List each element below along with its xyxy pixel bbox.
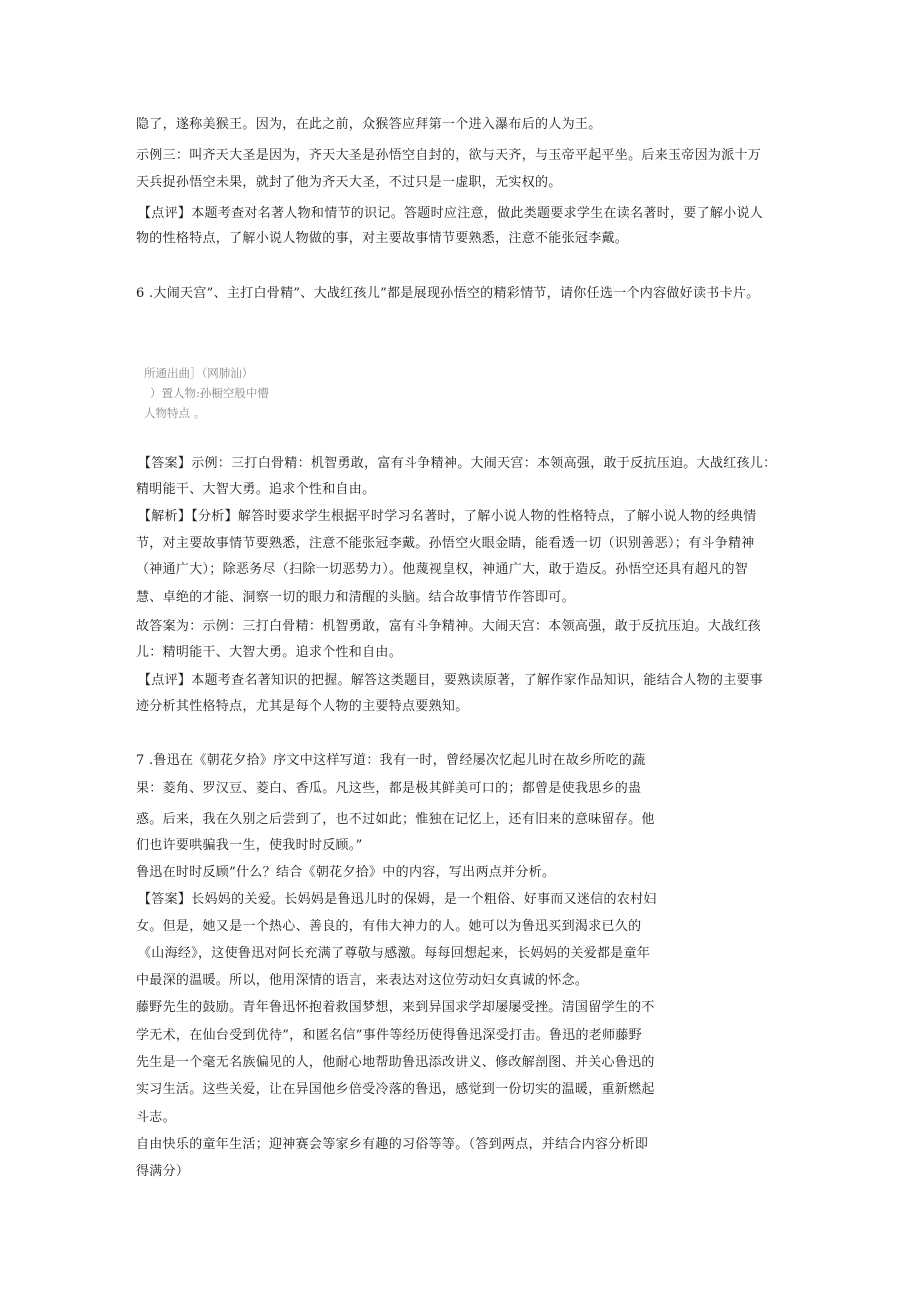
answer-line: 自由快乐的童年生活；迎神赛会等家乡有趣的习俗等等。（答到两点，并结合内容分析即 xyxy=(136,1137,649,1152)
question-7-line: 7 .鲁迅在《朝花夕拾》序文中这样写道：我有一时，曾经屡次忆起儿时在故乡所吃的蔬 xyxy=(136,753,646,768)
answer-line: 实习生活。这些关爱，让在异国他乡倍受冷落的鲁迅，感觉到一份切实的温暖，重新燃起 xyxy=(136,1082,655,1097)
analysis-line: 【解析】【分析】解答时要求学生根据平时学习名著时，了解小说人物的性格特点，了解小说人物的经典情 xyxy=(138,509,757,524)
answer-line: 中最深的温暖。所以，他用深情的语言，来表达对这位劳动妇女真诚的怀念。 xyxy=(136,973,589,988)
analysis-line: 儿：精明能干、大智大勇。追求个性和自由。 xyxy=(136,645,403,660)
reading-card-line: 所通出曲］（网肺汕） xyxy=(144,366,254,380)
comment-line: 【点评】本题考查名著知识的把握。解答这类题目，要熟读原著，了解作家作品知识，能结合人物的主要事 xyxy=(138,673,764,688)
answer-line: 先生是一个毫无名族偏见的人，他耐心地帮助鲁迅添改讲义、修改解剖图、并关心鲁迅的 xyxy=(136,1055,655,1070)
analysis-line: 慧、卓绝的才能、洞察一切的眼力和清醒的头脑。结合故事情节作答即可。 xyxy=(136,590,575,605)
analysis-line: 节，对主要故事情节要熟悉，注意不能张冠李戴。孙悟空火眼金睛，能看透一切（识别善恶）；有斗争精神 xyxy=(136,536,755,551)
answer-line: 得满分） xyxy=(136,1164,190,1179)
answer-line: 《山海经》，这使鲁迅对阿长充满了尊敬与感激。每每回想起来，长妈妈的关爱都是童年 xyxy=(138,946,651,961)
answer-line: 斗志。 xyxy=(136,1110,176,1125)
paragraph-line: 示例三：叫齐天大圣是因为，齐天大圣是孙悟空自封的，欲与天齐，与玉帝平起平坐。后来玉帝因为派十万 xyxy=(136,148,762,163)
paragraph-line: 天兵捉孙悟空未果，就封了他为齐天大圣，不过只是一虚职，无实权的。 xyxy=(136,175,562,190)
question-7-prompt: 鲁迅在时时反顾”什么？结合《朝花夕拾》中的内容，写出两点并分析。 xyxy=(136,865,556,880)
question-7-line: 们也许要哄骗我一生，使我时时反顾。” xyxy=(136,838,363,853)
question-7-line: 果：菱角、罗汉豆、菱白、香瓜。凡这些，都是极其鲜美可口的；都曾是使我思乡的蛊 xyxy=(136,781,642,796)
answer-line: 【答案】示例：三打白骨精：机智勇敢，富有斗争精神。大闹天宫：本领高强，敢于反抗压迫。大战红孩儿： xyxy=(138,456,777,471)
answer-line: 精明能干、大智大勇。追求个性和自由。 xyxy=(136,482,376,497)
answer-line: 学无术，在仙台受到优待”，和匿名信”事件等经历使得鲁迅深受打击。鲁迅的老师藤野 xyxy=(136,1028,642,1043)
analysis-line: （神通广大）；除恶务尽（扫除一切恶势力）。他蔑视皇权，神通广大，敢于造反。孙悟空还具有超凡的智 xyxy=(136,562,749,577)
paragraph-line: 隐了，遂称美猴王。因为，在此之前，众猴答应拜第一个进入瀑布后的人为王。 xyxy=(136,117,602,132)
comment-line: 物的性格特点，了解小说人物做的事，对主要故事情节要熟悉，注意不能张冠李戴。 xyxy=(136,231,629,246)
reading-card-line: 人物特点 。 xyxy=(144,406,206,420)
answer-line: 【答案】长妈妈的关爱。长妈妈是鲁迅儿时的保姆，是一个粗俗、好事而又迷信的农村妇 xyxy=(138,892,657,907)
question-6: 6 .大闹天宫”、主打白骨精”、大战红孩儿”都是展现孙悟空的精彩情节，请你任选一个内容做好读书卡片。 xyxy=(136,286,760,301)
question-7-line: 惑。后来，我在久别之后尝到了，也不过如此；惟独在记忆上，还有旧来的意味留存。他 xyxy=(136,812,655,827)
comment-line: 迹分析其性格特点，尤其是每个人物的主要特点要熟知。 xyxy=(136,699,469,714)
analysis-line: 故答案为：示例：三打白骨精：机智勇敢，富有斗争精神。大闹天宫：本领高强，敢于反抗压迫。大战红孩 xyxy=(136,619,762,634)
reading-card-line: ）置人物:孙橱空般中懵 xyxy=(150,386,269,400)
answer-line: 女。但是，她又是一个热心、善良的，有伟大神力的人。她可以为鲁迅买到渴求已久的 xyxy=(136,919,642,934)
comment-line: 【点评】本题考查对名著人物和情节的识记。答题时应注意，做此类题要求学生在读名著时，要了解小说人 xyxy=(138,206,764,221)
answer-line: 藤野先生的鼓励。青年鲁迅怀抱着救国梦想，来到异国求学却屡屡受挫。清国留学生的不 xyxy=(136,1000,655,1015)
